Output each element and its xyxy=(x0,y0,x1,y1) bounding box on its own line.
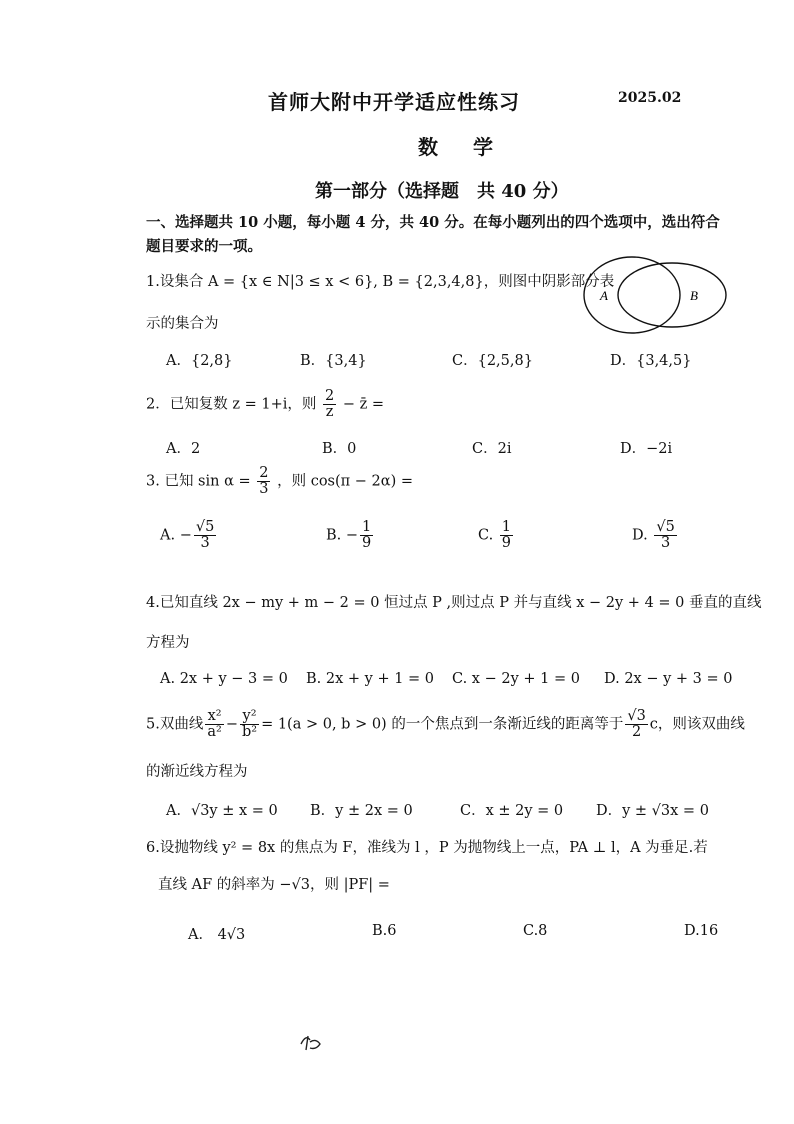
q5-frac-distance-num: √3 xyxy=(627,708,646,724)
q3-option-c-num: 1 xyxy=(501,519,512,535)
exam-date: 2025.02 xyxy=(618,90,682,106)
q4-stem-line2: 方程为 xyxy=(146,635,190,651)
q6-stem-line1: 6.设抛物线 y² = 8x 的焦点为 F，准线为 l ，P 为抛物线上一点，PA ⊥ l，A 为垂足.若 xyxy=(146,840,708,856)
q5-frac-y-den: b² xyxy=(241,724,258,741)
q5-frac-x-num: x² xyxy=(205,709,223,725)
venn-label-b: B xyxy=(690,288,698,303)
q3-frac-den: 3 xyxy=(259,481,269,498)
q4-stem-line1: 4.已知直线 2x − my + m − 2 = 0 恒过点 P ,则过点 P 并与直线 x − 2y + 4 = 0 垂直的直线 xyxy=(146,595,762,611)
q5-frac-x xyxy=(205,709,223,740)
venn-diagram xyxy=(580,255,730,335)
q3-option-c-den: 9 xyxy=(501,535,512,552)
q5-frac-y-num: y² xyxy=(240,709,259,725)
q4-option-d[interactable]: D. 2x − y + 3 = 0 xyxy=(604,671,733,687)
q2-stem xyxy=(146,389,384,420)
q5-option-b[interactable]: B．y ± 2x = 0 xyxy=(310,803,413,819)
q6-option-c[interactable]: C.8 xyxy=(523,923,548,939)
q4-option-b[interactable]: B. 2x + y + 1 = 0 xyxy=(306,671,435,687)
q3-stem-pre: 3. 已知 sin α = xyxy=(146,473,251,490)
q4-option-a[interactable]: A. 2x + y − 3 = 0 xyxy=(160,671,288,687)
q3-option-a-num: √5 xyxy=(195,519,215,535)
q2-stem-post: − z̄ = xyxy=(342,396,384,413)
q5-frac-y xyxy=(240,709,259,740)
instructions-line-1: 一、选择题共 10 小题，每小题 4 分，共 40 分。在每小题列出的四个选项中，选出符合 xyxy=(146,214,720,231)
q3-option-a-den: 3 xyxy=(200,535,210,552)
q1-option-c[interactable]: C．{2,5,8} xyxy=(452,353,533,369)
q6-option-b[interactable]: B.6 xyxy=(372,923,397,939)
q5-frac-x-den: a² xyxy=(207,724,222,741)
q3-option-a-sign: − xyxy=(179,527,192,544)
q3-option-a-letter: A. xyxy=(160,527,176,544)
q6-option-a[interactable]: A． 4√3 xyxy=(188,927,246,943)
q1-option-a[interactable]: A．{2,8} xyxy=(166,353,233,369)
q5-option-c[interactable]: C．x ± 2y = 0 xyxy=(460,803,564,819)
q3-stem xyxy=(146,466,413,497)
instructions-line-2: 题目要求的一项。 xyxy=(146,238,262,255)
q3-option-b-sign: − xyxy=(345,527,359,544)
q2-option-d[interactable]: D．−2i xyxy=(620,441,673,457)
q5-stem-line2: 的渐近线方程为 xyxy=(146,764,248,780)
q3-option-b-letter: B. xyxy=(326,527,342,544)
q2-option-b[interactable]: B．0 xyxy=(322,441,357,457)
q3-option-c-fraction xyxy=(500,520,513,551)
q5-stem-pre: 5.双曲线 xyxy=(146,716,204,733)
q3-option-a-fraction xyxy=(194,520,216,551)
q3-option-b-fraction xyxy=(360,520,373,551)
q5-stem-mid: = 1(a > 0, b > 0) 的一个焦点到一条渐近线的距离等于 xyxy=(261,716,624,733)
exam-title: 首师大附中开学适应性练习 xyxy=(268,90,520,114)
q5-option-d[interactable]: D．y ± √3x = 0 xyxy=(596,803,709,819)
q6-option-d[interactable]: D.16 xyxy=(684,923,719,939)
q1-option-d[interactable]: D．{3,4,5} xyxy=(610,353,692,369)
q2-stem-pre: 2．已知复数 z = 1+i，则 xyxy=(146,396,317,413)
q5-stem-line1 xyxy=(146,709,745,740)
q3-option-b-den: 9 xyxy=(362,535,372,552)
q3-option-b[interactable] xyxy=(326,520,375,551)
q3-option-d-num: √5 xyxy=(656,519,675,535)
q3-option-b-num: 1 xyxy=(362,519,372,535)
q2-frac-den: z xyxy=(325,404,334,421)
q5-frac-distance-den: 2 xyxy=(631,724,642,741)
q1-stem-line2: 示的集合为 xyxy=(146,316,219,332)
q5-frac-distance xyxy=(625,709,647,740)
q3-option-d-letter: D. xyxy=(632,527,648,544)
q3-option-d[interactable] xyxy=(632,520,679,551)
q5-option-a[interactable]: A．√3y ± x = 0 xyxy=(166,803,278,819)
section-heading: 第一部分（选择题 共 40 分） xyxy=(315,181,569,202)
q1-stem-line1: 1.设集合 A = {x ∈ N|3 ≤ x < 6}, B = {2,3,4,8}，则图中阴影部分表 xyxy=(146,274,615,290)
q3-option-d-den: 3 xyxy=(660,535,671,552)
q2-fraction xyxy=(323,389,336,420)
set-b-ellipse xyxy=(618,263,726,327)
q3-option-d-fraction xyxy=(654,520,676,551)
venn-label-a: A xyxy=(600,288,608,303)
q2-frac-num: 2 xyxy=(324,388,335,404)
q3-fraction xyxy=(257,466,270,497)
q4-option-c[interactable]: C. x − 2y + 1 = 0 xyxy=(452,671,580,687)
q6-stem-line2: 直线 AF 的斜率为 −√3，则 |PF| = xyxy=(158,877,390,893)
q5-minus: − xyxy=(225,716,238,733)
q3-stem-post: ，则 cos(π − 2α) = xyxy=(277,473,413,490)
q2-option-c[interactable]: C．2i xyxy=(472,441,512,457)
subject-title: 数 学 xyxy=(418,135,507,159)
q2-option-a[interactable]: A．2 xyxy=(166,441,201,457)
q3-frac-num: 2 xyxy=(259,465,269,481)
set-a-ellipse xyxy=(584,257,680,333)
q3-option-c[interactable] xyxy=(478,520,515,551)
q3-option-a[interactable] xyxy=(160,520,218,551)
q1-option-b[interactable]: B．{3,4} xyxy=(300,353,367,369)
handwritten-mark xyxy=(298,1030,324,1054)
q5-stem-post: c，则该双曲线 xyxy=(649,716,745,733)
q3-option-c-letter: C. xyxy=(478,527,494,544)
